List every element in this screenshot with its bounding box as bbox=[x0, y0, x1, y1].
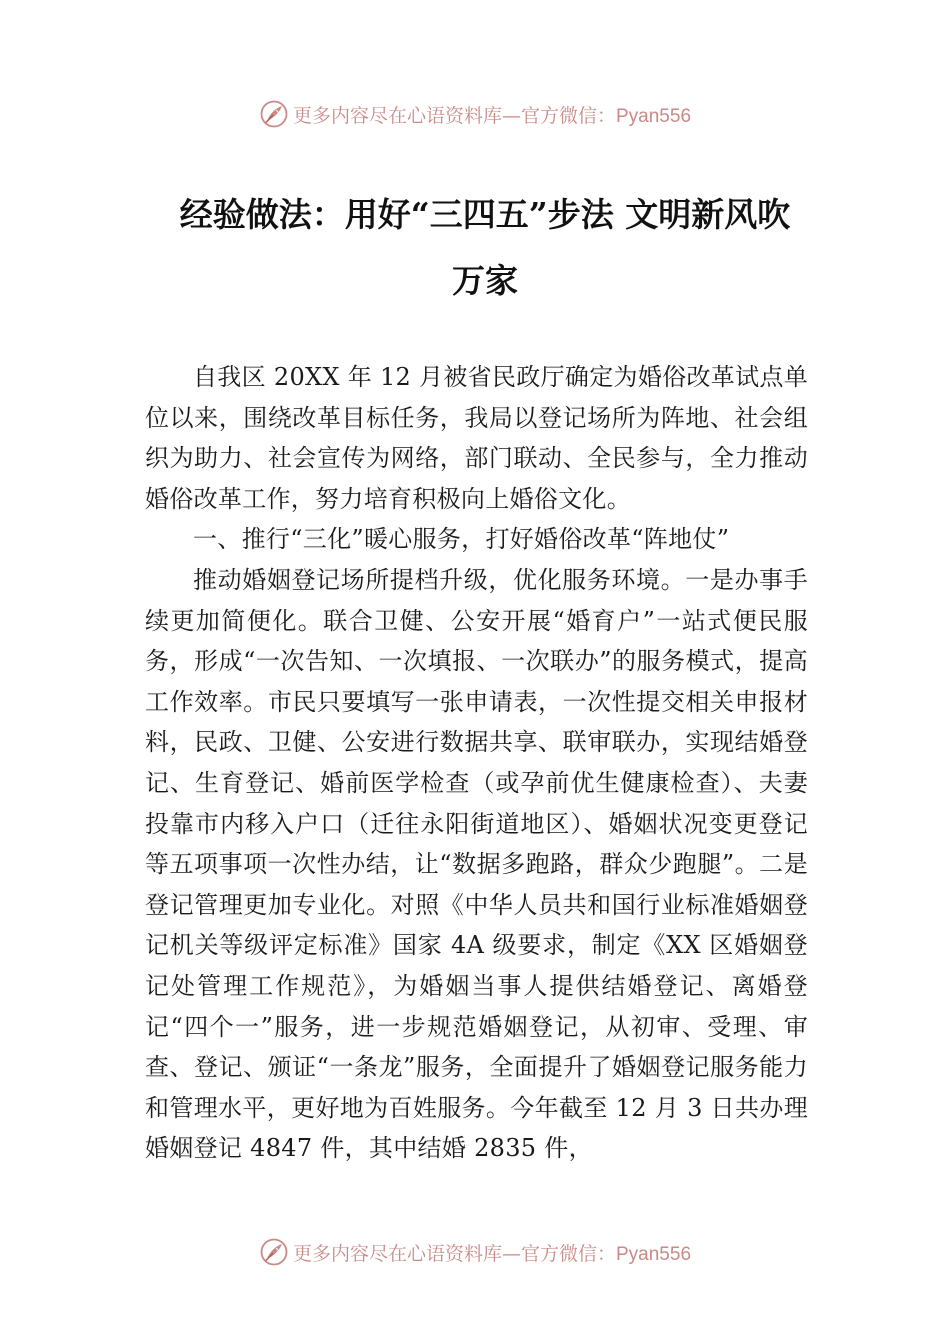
feather-pen-logo-icon bbox=[259, 1237, 289, 1267]
watermark-header bbox=[0, 94, 950, 134]
watermark-text: 更多内容尽在心语资料库—官方微信：Pyan556 bbox=[292, 1242, 692, 1265]
body-paragraph: 推动婚姻登记场所提档升级，优化服务环境。一是办事手续更加简便化。联合卫健、公安开展“婚育户”一站式便民服务，形成“一次告知、一次填报、一次联办”的服务模式，提高工作效率。市民只要填写一张申请表，一次性提交相关申报材料，民政、卫健、公安进行数据共享、联审联办，实现结婚登记、生育登记、婚前医学检查（或孕前优生健康检查）、夫妻投靠市内移入户口（迁往永阳街道地区）、婚姻状况变更登记等五项事项一次性办结，让“数据多跑路，群众少跑腿”。二是登记管理更加专业化。对照《中华人员共和国行业标准婚姻登记机关等级评定标准》国家 4A 级要求，制定《XX 区婚姻登记处管理工作规范》，为婚姻当事人提供结婚登记、离婚登记“四个一”服务，进一步规范婚姻登记，从初审、受理、审查、登记、颁证“一条龙”服务，全面提升了婚姻登记服务能力和管理水平，更好地为百姓服务。今年截至 12 月 3 日共办理婚姻登记 4847 件，其中结婚 2835 件， bbox=[145, 565, 808, 1163]
title-line-1: 经验做法：用好“三四五”步法 文明新风吹 bbox=[179, 195, 791, 234]
section-heading: 一、推行“三化”暖心服务，打好婚俗改革“阵地仗” bbox=[193, 525, 730, 554]
document-title bbox=[140, 182, 830, 314]
title-line-2: 万家 bbox=[452, 261, 518, 300]
intro-paragraph: 自我区 20XX 年 12 月被省民政厅确定为婚俗改革试点单位以来，围绕改革目标任务，我局以登记场所为阵地、社会组织为助力、社会宣传为网络，部门联动、全民参与，全力推动婚俗改革工作，努力培育积极向上婚俗文化。 bbox=[145, 363, 808, 513]
document-body bbox=[145, 357, 808, 1169]
watermark-footer bbox=[0, 1232, 950, 1272]
watermark-text: 更多内容尽在心语资料库—官方微信：Pyan556 bbox=[292, 104, 692, 127]
feather-pen-logo-icon bbox=[259, 99, 289, 129]
